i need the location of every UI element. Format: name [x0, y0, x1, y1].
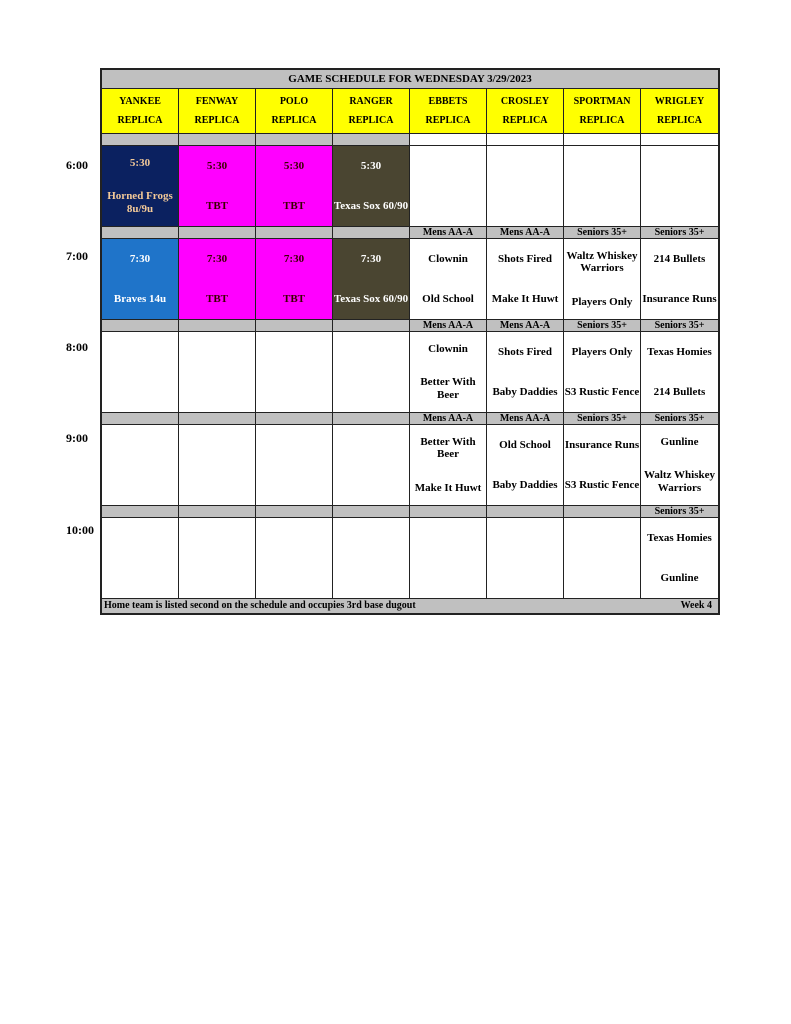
division-cell: Mens AA-A	[410, 320, 487, 331]
field-header	[179, 89, 256, 133]
division-cell: Seniors 35+	[564, 320, 641, 331]
game-cell	[179, 239, 256, 319]
schedule-title: GAME SCHEDULE FOR WEDNESDAY 3/29/2023	[102, 70, 718, 89]
team-name: TBT	[205, 199, 228, 212]
division-cell	[256, 227, 333, 238]
team-name: 214 Bullets	[653, 385, 706, 398]
team-name: 214 Bullets	[653, 252, 706, 265]
game-cell	[641, 239, 718, 319]
game-time: 7:30	[129, 252, 151, 265]
time-label-8: 8:00	[66, 340, 88, 354]
division-cell: Seniors 35+	[564, 413, 641, 424]
division-row	[102, 320, 718, 332]
team-name: TBT	[282, 292, 305, 305]
game-cell	[487, 332, 564, 412]
field-name: CROSLEY	[500, 96, 550, 107]
game-cell	[564, 518, 641, 598]
team-name: Clownin	[428, 252, 468, 265]
team-name: Old School	[422, 292, 474, 305]
team-name: Players Only	[571, 295, 633, 308]
game-cell	[410, 518, 487, 598]
game-cell	[410, 146, 487, 226]
separator-cell	[179, 134, 256, 145]
division-cell: Mens AA-A	[487, 227, 564, 238]
field-sub: REPLICA	[502, 114, 548, 126]
game-cell	[641, 332, 718, 412]
slot-row-6	[102, 146, 718, 227]
game-cell	[487, 518, 564, 598]
time-label-6: 6:00	[66, 158, 88, 172]
team-name: Horned Frogs 8u/9u	[107, 190, 173, 215]
division-cell	[256, 320, 333, 331]
division-cell: Mens AA-A	[410, 227, 487, 238]
division-cell	[179, 506, 256, 517]
division-cell	[179, 413, 256, 424]
game-cell	[179, 518, 256, 598]
team-name: Better With Beer	[420, 376, 476, 401]
game-time: 5:30	[206, 159, 228, 172]
team-name: Waltz Whiskey Warriors	[643, 469, 715, 494]
game-cell	[333, 146, 410, 226]
game-time: 5:30	[129, 156, 151, 169]
game-cell	[641, 146, 718, 226]
division-cell	[102, 506, 179, 517]
division-cell	[256, 413, 333, 424]
division-cell: Mens AA-A	[487, 320, 564, 331]
schedule-table	[100, 68, 720, 615]
team-name: Old School	[499, 438, 551, 451]
division-cell	[102, 320, 179, 331]
game-time: 7:30	[206, 252, 228, 265]
field-header	[641, 89, 718, 133]
division-cell	[487, 506, 564, 517]
slot-row-9	[102, 425, 718, 506]
game-cell	[641, 425, 718, 505]
game-cell	[487, 239, 564, 319]
game-cell	[179, 425, 256, 505]
division-cell	[179, 320, 256, 331]
team-name: Gunline	[660, 571, 699, 584]
time-label-9: 9:00	[66, 431, 88, 445]
field-sub: REPLICA	[194, 114, 240, 126]
team-name: Clownin	[428, 342, 468, 355]
game-cell	[333, 425, 410, 505]
game-cell	[256, 146, 333, 226]
separator-cell	[102, 134, 179, 145]
game-time: 7:30	[360, 252, 382, 265]
division-cell	[333, 227, 410, 238]
time-label-10: 10:00	[66, 523, 94, 537]
field-name: EBBETS	[428, 96, 468, 107]
game-cell	[179, 332, 256, 412]
game-cell	[564, 425, 641, 505]
field-sub: REPLICA	[271, 114, 317, 126]
field-header-row	[102, 89, 718, 134]
separator-cell	[564, 134, 641, 145]
division-cell: Mens AA-A	[487, 413, 564, 424]
team-name: Insurance Runs	[564, 438, 640, 451]
game-cell	[410, 332, 487, 412]
game-cell	[333, 239, 410, 319]
field-name: SPORTMAN	[573, 96, 631, 107]
slot-row-8	[102, 332, 718, 413]
game-cell	[102, 146, 179, 226]
slot-row-10	[102, 518, 718, 599]
division-cell	[256, 506, 333, 517]
division-cell	[102, 227, 179, 238]
game-cell	[564, 332, 641, 412]
week-label: Week 4	[680, 600, 712, 611]
division-cell: Seniors 35+	[641, 413, 718, 424]
team-name: Baby Daddies	[492, 478, 558, 491]
game-cell	[102, 518, 179, 598]
game-time: 7:30	[283, 252, 305, 265]
game-cell	[256, 518, 333, 598]
field-sub: REPLICA	[579, 114, 625, 126]
field-header	[333, 89, 410, 133]
team-name: Braves 14u	[113, 292, 167, 305]
team-name: Texas Homies	[647, 345, 712, 358]
home-team-note: Home team is listed second on the schedule and occupies 3rd base dugout	[104, 600, 416, 611]
field-name: YANKEE	[119, 96, 161, 107]
game-cell	[256, 332, 333, 412]
field-sub: REPLICA	[656, 114, 702, 126]
field-sub: REPLICA	[348, 114, 394, 126]
separator-cell	[410, 134, 487, 145]
division-row	[102, 506, 718, 518]
division-cell	[179, 227, 256, 238]
game-cell	[564, 146, 641, 226]
separator-cell	[256, 134, 333, 145]
team-name: Texas Homies	[647, 531, 712, 544]
game-cell	[410, 425, 487, 505]
field-sub: REPLICA	[117, 114, 163, 126]
game-cell	[641, 518, 718, 598]
team-name: Make It Huwt	[414, 481, 482, 494]
division-row	[102, 227, 718, 239]
field-header	[410, 89, 487, 133]
division-cell	[564, 506, 641, 517]
division-cell	[410, 506, 487, 517]
field-name: WRIGLEY	[654, 96, 705, 107]
field-sub: REPLICA	[425, 114, 471, 126]
field-name: FENWAY	[195, 96, 239, 107]
separator-row	[102, 134, 718, 146]
team-name: Insurance Runs	[642, 292, 717, 305]
game-cell	[102, 332, 179, 412]
division-cell: Seniors 35+	[641, 320, 718, 331]
separator-cell	[333, 134, 410, 145]
division-cell	[333, 320, 410, 331]
game-cell	[487, 425, 564, 505]
division-cell	[333, 413, 410, 424]
team-name: TBT	[205, 292, 228, 305]
game-cell	[564, 239, 641, 319]
team-name: Shots Fired	[498, 252, 552, 265]
field-header	[256, 89, 333, 133]
team-name: Texas Sox 60/90	[333, 292, 409, 305]
game-cell	[410, 239, 487, 319]
game-cell	[256, 425, 333, 505]
team-name: Better With Beer	[420, 435, 476, 461]
team-name: Waltz Whiskey Warriors	[566, 249, 638, 275]
game-cell	[256, 239, 333, 319]
division-cell: Mens AA-A	[410, 413, 487, 424]
team-name: S3 Rustic Fence	[564, 478, 640, 491]
game-cell	[333, 332, 410, 412]
team-name: S3 Rustic Fence	[564, 385, 640, 398]
separator-cell	[641, 134, 718, 145]
field-header	[102, 89, 179, 133]
team-name: Players Only	[571, 345, 633, 358]
division-cell: Seniors 35+	[564, 227, 641, 238]
field-name: RANGER	[349, 96, 393, 107]
team-name: TBT	[282, 199, 305, 212]
team-name: Gunline	[660, 435, 699, 448]
game-time: 5:30	[283, 159, 305, 172]
separator-cell	[487, 134, 564, 145]
slot-row-7	[102, 239, 718, 320]
division-row	[102, 413, 718, 425]
division-cell	[102, 413, 179, 424]
team-name: Make It Huwt	[491, 292, 559, 305]
division-cell	[333, 506, 410, 517]
game-time: 5:30	[360, 159, 382, 172]
game-cell	[179, 146, 256, 226]
game-cell	[333, 518, 410, 598]
field-header	[564, 89, 641, 133]
team-name: Texas Sox 60/90	[333, 199, 409, 212]
team-name: Baby Daddies	[492, 385, 558, 398]
division-cell: Seniors 35+	[641, 506, 718, 517]
division-cell: Seniors 35+	[641, 227, 718, 238]
game-cell	[487, 146, 564, 226]
game-cell	[102, 239, 179, 319]
team-name: Shots Fired	[498, 345, 552, 358]
field-header	[487, 89, 564, 133]
field-name: POLO	[279, 96, 309, 107]
schedule-footer	[102, 599, 718, 613]
time-label-7: 7:00	[66, 249, 88, 263]
game-cell	[102, 425, 179, 505]
